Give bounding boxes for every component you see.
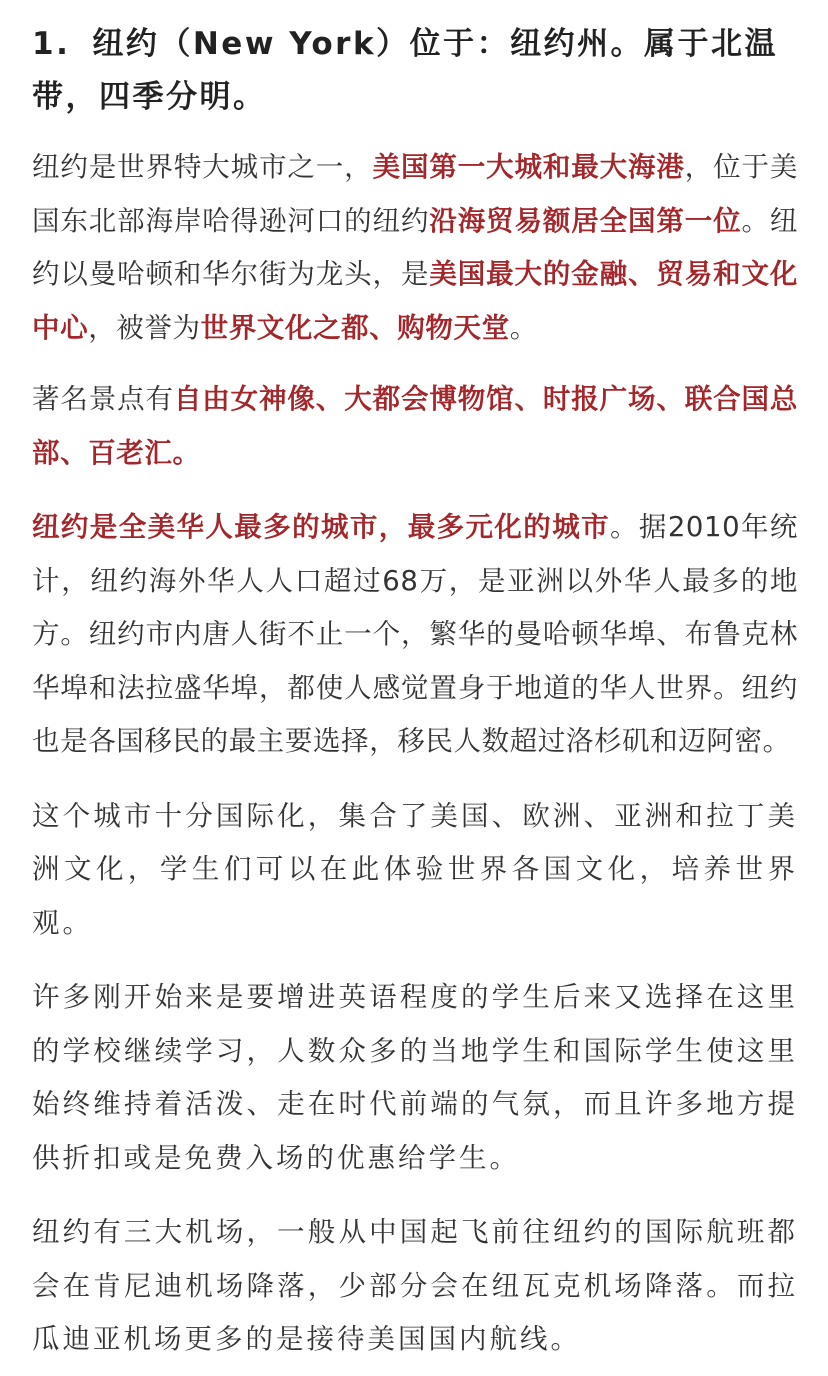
attractions-text-1: 著名景点有 [32, 383, 174, 415]
overview-text-2: ，位于美国东北部海岸哈得逊河口的纽约 [32, 151, 798, 237]
heading-text: 纽约（New York）位于：纽约州。属于北温带，四季分明。 [32, 26, 779, 115]
paragraph-students: 许多刚开始来是要增进英语程度的学生后来又选择在这里的学校继续学习，人数众多的当地学生和国际学生使这里始终维持着活泼、走在时代前端的气氛，而且许多地方提供折扣或是免费入场的优惠给学生。 [32, 981, 798, 1174]
paragraph-attractions [32, 373, 798, 480]
community-highlight-1: 纽约是全美华人最多的城市，最多元化的城市 [32, 511, 611, 543]
overview-text-4: ，被誉为 [88, 311, 201, 344]
paragraph-chinese-community [32, 501, 798, 769]
overview-highlight-3: 美国最大的金融、贸易和文化中心 [32, 258, 798, 344]
heading-number: 1. [32, 26, 71, 62]
section-heading [32, 18, 798, 124]
paragraph-overview [32, 141, 798, 355]
paragraph-international: 这个城市十分国际化，集合了美国、欧洲、亚洲和拉丁美洲文化，学生们可以在此体验世界各国文化，培养世界观。 [32, 799, 798, 939]
community-text-1: 。据2010年统计，纽约海外华人人口超过68万，是亚洲以外华人最多的地方。纽约市内唐人街不止一个，繁华的曼哈顿华埠、布鲁克林华埠和法拉盛华埠，都使人感觉置身于地道的华人世界。纽约也是各国移民的最主要选择，移民人数超过洛杉矶和迈阿密。 [32, 511, 799, 757]
attractions-highlight-1: 自由女神像、大都会博物馆、时报广场、联合国总部、百老汇。 [32, 383, 798, 469]
overview-highlight-1: 美国第一大城和最大海港 [372, 151, 685, 183]
paragraph-airports: 纽约有三大机场，一般从中国起飞前往纽约的国际航班都会在肯尼迪机场降落，少部分会在纽瓦克机场降落。而拉瓜迪亚机场更多的是接待美国国内航线。 [32, 1216, 798, 1355]
overview-highlight-4: 世界文化之都、购物天堂 [200, 311, 510, 344]
overview-text-5: 。 [509, 311, 538, 344]
overview-text-3: 。纽约以曼哈顿和华尔街为龙头，是 [32, 204, 798, 290]
overview-highlight-2: 沿海贸易额居全国第一位 [429, 204, 742, 237]
overview-text-1: 纽约是世界特大城市之一， [32, 151, 373, 183]
